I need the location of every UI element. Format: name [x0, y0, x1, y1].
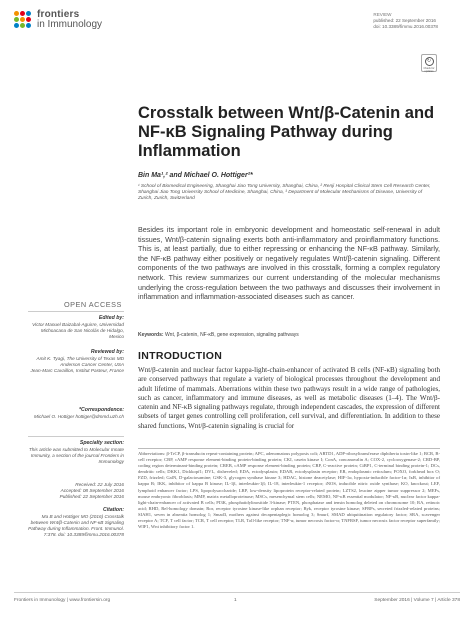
sidebar-divider: [28, 311, 124, 312]
frontiers-logo-icon: [14, 11, 32, 29]
abstract: Besides its important role in embryonic development and homeostatic self-renewal in adult tissues, Wnt/β-catenin signaling exerts both anti-inflammatory and proinflammatory functions. This is, at least partially, due to either repressing or enhancing the NF-κB pathway. Similarly, the NF-κB pathway either positively or negatively regulates Wnt/β-catenin signaling. Different components of the two pathways are involved in this crosstalk, forming a complex regulatory network. This review summarizes our current understanding of the molecular mechanisms underlying the cross-regulation between the two pathways and discusses their involvement in inflammation and inflammation-associated diseases such as cancer.: [138, 225, 440, 302]
footer-journal-link[interactable]: Frontiers in Immunology | www.frontiersin.org: [14, 598, 111, 603]
open-access-label: OPEN ACCESS: [64, 300, 122, 309]
journal-logo[interactable]: [14, 10, 102, 30]
brand-name: frontiers: [37, 9, 80, 20]
specialty-section: [28, 441, 124, 465]
reviewer-1[interactable]: Amit K. Tyagi, The University of Texas MD Anderson Cancer Center, USA: [36, 355, 124, 367]
article-title: Crosstalk between Wnt/β-Catenin and NF-κB Signaling Pathway during Inflammation: [138, 104, 435, 160]
edited-by: [28, 316, 124, 340]
check-updates-button[interactable]: [421, 54, 437, 72]
citation: [28, 508, 124, 538]
article-type: REVIEW: [373, 12, 392, 17]
published-date-side: Published: 22 September 2016: [59, 493, 124, 499]
keywords-list: Wnt, β-catenin, NF-κB, gene expression, signaling pathways: [164, 332, 299, 338]
doi-link[interactable]: doi: 10.3389/fimmu.2016.00378: [373, 24, 438, 29]
journal-name: in Immunology: [37, 19, 103, 30]
affiliations: ¹ School of Biomedical Engineering, Shanghai Jiao Tong University, Shanghai, China, ² Renji Hospital Clinical Stem Cell Research Center, Shanghai Jiao Tong University School of Medicine, Shanghai, China, ³ Department of Molecular Mechanisms of Disease, University of Zurich, Zurich, Switzerland: [138, 184, 431, 202]
reviewed-by: [28, 350, 124, 374]
intro-heading: INTRODUCTION: [138, 350, 223, 362]
keywords: [138, 332, 440, 338]
authors[interactable]: Bin Ma¹,² and Michael O. Hottiger²*: [138, 172, 253, 179]
specialty-heading: Specialty section:: [79, 440, 124, 446]
divider: [138, 448, 440, 449]
citation-text: Ma B and Hottiger MO (2016) Crosstalk between Wnt/β-Catenin and NF-κB Signaling Pathway during Inflammation. Front. Immunol. 7:378. doi: 10.3389/fimmu.2016.00378: [28, 513, 124, 537]
abbreviations: Abbreviations: β-TrCP, β-transducin repeat-containing protein; APC, adenomatous polyposis coli; ARTD1, ADP-ribosyltransferase diphtheria toxin-like 1; BCR, B-cell receptor; CBP, cAMP response element-binding protein-binding protein; CKI, casein kinase I; ConA, concanavalin A; COX-2, cyclooxygenase-2; CRD-BP, coding region determinant-binding protein; CREB, cAMP response element-binding protein; CRP, C-reactive protein; CtBP1, C-terminal binding protein-1; DCs, dendritic cells; DKK1, Dickkopf1; DVL, disheveled; EDA, ectodysplasin; EDAR, ectodysplasin receptor; ER, endoplasmic reticulum; FOXO, forkhead box O; FZD, frizzled; GalN, D-galactosamine; GSK-3, glycogen synthase kinase 3; HDAC, histone deacetylase; HIF-1α, hypoxia-inducible factor-1α; IκB, inhibitor of kappa B; IKK, inhibitor of kappa B kinase; IL-1β, interleukin-1β; IL-18, interleukin-1 receptor; iNOS, inducible nitric oxide synthase; KO, knockout; LEF, lymphoid enhancer factor; LPS, lipopolysaccharide; LRP, low-density lipoprotein receptor-related protein; LZTS2, leucine zipper tumor suppressor 2; MEFs, mouse embryonic fibroblasts; MMP, matrix metalloproteinase; MSCs, mesenchymal stem cells; NEMO, NF-κB essential modulator; NF-κB, nuclear factor kappa-light-chain-enhancer of activated B cells; PI3K, phosphatidylinositide 3-kinase; PTEN, phosphatase and tensin homolog deleted on chromosome 10; RA, retinoic acid; RHD, Rel-homology domain; Ror, receptor tyrosine kinase-like orphan receptor; Ryk, receptor tyrosine kinase; SFRPs, secreted frizzled-related proteins; SIAH1, seven in absentia homolog 1; Smad3, mothers against decapentaplegic homolog 3; Smurf, SMAD ubiquitination regulatory factor; SRA, scavenger receptor A; TCF, T cell factor; TCR, T cell receptor; TLR, Toll-like receptor; TNF-α, tumor necrosis factor-α; TNFRSF, tumor necrosis factor receptor superfamily; WIF1, Wnt inhibitory factor 1.: [138, 451, 440, 530]
refresh-icon: ↻: [425, 57, 434, 66]
article-meta: [373, 12, 438, 30]
edited-by-heading: Edited by:: [98, 315, 124, 321]
accepted-date: Accepted: 08 September 2016: [60, 487, 124, 493]
footer-volume: September 2016 | Volume 7 | Article 378: [374, 598, 460, 603]
keywords-label: Keywords:: [138, 332, 164, 338]
editor[interactable]: Victor Manuel Baizabal-Aguirre, Universidad Michoacana de San Nicolás de Hidalgo, Mexico: [32, 321, 124, 339]
check-updates-label: Check for updates: [423, 67, 435, 73]
correspondence-heading: *Correspondence:: [79, 407, 124, 413]
intro-text: Wnt/β-catenin and nuclear factor kappa-light-chain-enhancer of activated B cells (NF-κB) signaling both are conserved pathways that regulate a variety of biological processes throughout the development and adult lifetime of mammals. Aberrations within these two pathways result in a wide range of pathologies, such as cancer, inflammatory and immune diseases, as well as metabolic diseases (1–4). The Wnt/β-catenin and NF-κB signaling pathways regulate, through independent cascades, the expression of different subsets of target genes controlling cell proliferation, cell survival, and differentiation. In addition to these shared functions, Wnt/β-catenin signaling is crucial for: [138, 366, 440, 430]
page-number: 1: [234, 598, 237, 603]
footer-divider: [14, 592, 460, 593]
dates: [28, 482, 124, 500]
specialty-text: This article was submitted to Molecular Innate Immunity, a section of the journal Frontiers in Immunology: [28, 446, 124, 464]
correspondence-contact[interactable]: Michael O. Hottiger hottiger@dmmd.uzh.ch: [34, 413, 124, 419]
sidebar-divider-2: [28, 436, 124, 437]
correspondence: [28, 408, 124, 420]
published-date: published: 22 September 2016: [373, 18, 436, 23]
reviewed-by-heading: Reviewed by:: [90, 349, 124, 355]
received-date: Received: 22 July 2016: [75, 482, 124, 487]
citation-heading: Citation:: [102, 507, 124, 513]
reviewer-2[interactable]: Jean-Marc Cavaillon, Institut Pasteur, France: [30, 367, 124, 373]
